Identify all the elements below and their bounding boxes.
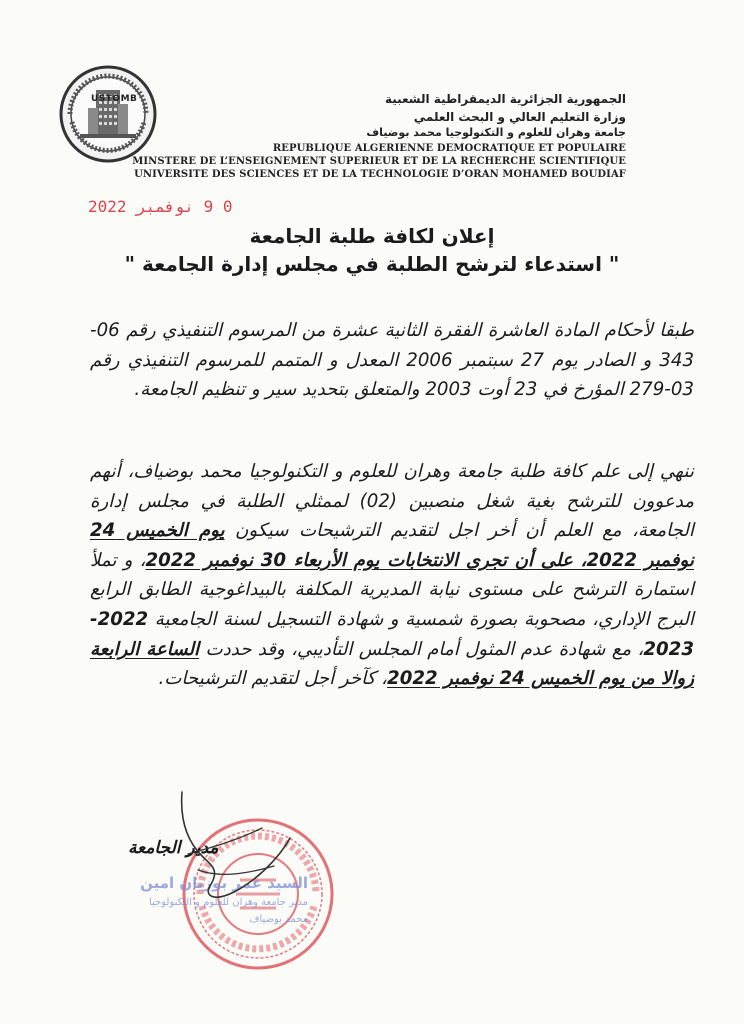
header-arabic-line-1: الجمهورية الجزائرية الديمقراطية الشعبية [384, 92, 626, 106]
logo-badge: USTOMB [91, 94, 138, 104]
announcement-subtitle: " استدعاء لترشح الطلبة في مجلس إدارة الجامعة " [124, 252, 620, 276]
header-french-line-3: UNIVERSITE DES SCIENCES ET DE LA TECHNOLOGIE D’ORAN MOHAMED BOUDIAF [134, 169, 626, 180]
p2-text-3: ، مع شهادة عدم المثول أمام المجلس التأديبي، وقد حددت [199, 638, 644, 660]
p2-deadline-date: يوم الخميس 24 نوفمبر 2022 [90, 520, 694, 571]
announcement-title: إعلان لكافة طلبة الجامعة [249, 224, 495, 248]
p2-text-1: ننهي إلى علم كافة طلبة جامعة وهران للعلوم و التكنولوجيا محمد بوضياف، أنهم مدعوون للترشح بغية شغل منصبين (02) لممثلي الطلبة في مجلس إدارة الجامعة، مع العلم أن أخر اجل لتقديم الترشيحات سيكون [90, 461, 694, 542]
stamp-name: السيد عمر بوزيان امين [140, 874, 308, 892]
p2-academic-year: 2022-2023 [90, 608, 694, 660]
university-seal-icon [58, 64, 158, 164]
stamp-line-3: محمد بوضياف [249, 914, 308, 925]
p2-text-4: ، كآخر أجل لتقديم الترشيحات. [158, 668, 388, 690]
handwritten-signature-icon [150, 770, 320, 920]
p2-text-2: ، و تملأ استمارة الترشح على مستوى نيابة المديرية المكلفة بالبيداغوجية الطابق الرابع البرج الإداري، مصحوبة بصورة شمسية و شهادة التسجيل لسنة الجامعية [90, 549, 694, 630]
date-stamp: 0 9 نوفمبر 2022 [88, 197, 233, 216]
header-arabic-line-3: جامعة وهران للعلوم و التكنولوجيا محمد بوضياف [366, 126, 626, 139]
p2-deadline-time: الساعة الرابعة زوالا من يوم الخميس 24 نوفمبر 2022 [90, 638, 694, 690]
body-paragraph-1: طبقا لأحكام المادة العاشرة الفقرة الثانية عشرة من المرسوم التنفيذي رقم 06-343 و الصادر يوم 27 سبتمبر 2006 المعدل و المتمم للمرسوم التنفيذي رقم 03-279 المؤرخ في 23 أوت 2003 والمتعلق بتحديد سير و تنظيم الجامعة. [90, 320, 695, 401]
signer-title: مدير الجامعة [128, 838, 219, 858]
p2-election-date: ، على أن تجرى الانتخابات يوم الأربعاء 30 نوفمبر 2022 [145, 549, 587, 571]
header-french-line-2: MINSTERE DE L’ENSEIGNEMENT SUPERIEUR ET DE LA RECHERCHE SCIENTIFIQUE [132, 156, 626, 167]
header-arabic-line-2: وزارة التعليم العالي و البحث العلمي [413, 110, 626, 124]
body-paragraph-2 [90, 457, 694, 694]
stamp-line-2: مدير جامعة وهران للعلوم و التكنولوجيا [149, 897, 308, 908]
header-french-line-1: REPUBLIQUE ALGERIENNE DEMOCRATIQUE ET POPULAIRE [272, 143, 626, 154]
